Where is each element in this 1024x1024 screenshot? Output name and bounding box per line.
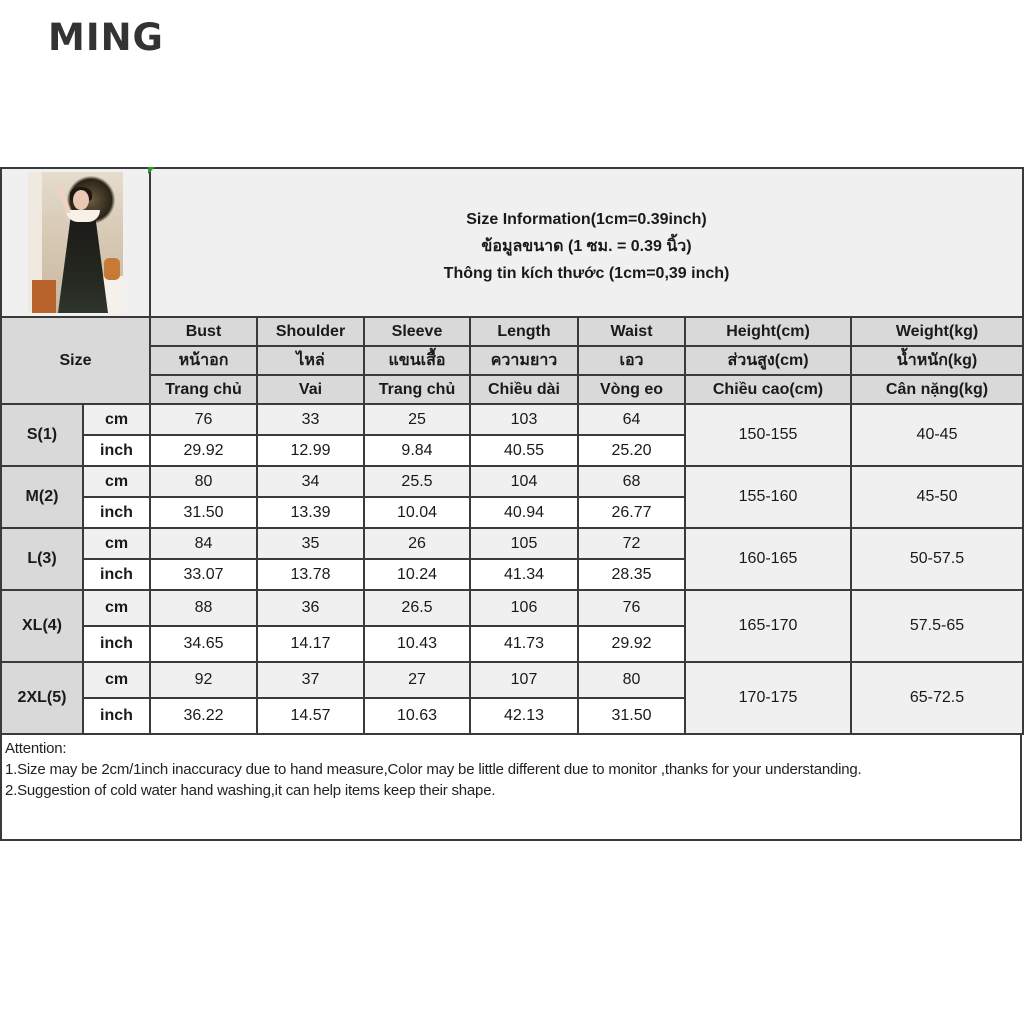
size-chart <box>0 167 1022 841</box>
table-row <box>1 590 1023 626</box>
waist-inch: 25.20 <box>578 435 685 466</box>
header-row-thai <box>1 346 1023 375</box>
waist-inch: 29.92 <box>578 626 685 662</box>
unit-inch: inch <box>83 497 150 528</box>
header-row-vietnamese <box>1 375 1023 404</box>
header-sleeve: Sleeve <box>364 317 470 346</box>
header-length-vi: Chiều dài <box>470 375 578 404</box>
table-row <box>1 662 1023 698</box>
shoulder-inch: 13.78 <box>257 559 364 590</box>
length-cm: 104 <box>470 466 578 497</box>
header-waist-vi: Vòng eo <box>578 375 685 404</box>
header-height-thai: ส่วนสูง(cm) <box>685 346 851 375</box>
header-weight-thai: น้ำหนัก(kg) <box>851 346 1023 375</box>
table-row <box>1 404 1023 435</box>
length-inch: 41.73 <box>470 626 578 662</box>
header-waist: Waist <box>578 317 685 346</box>
sleeve-inch: 9.84 <box>364 435 470 466</box>
note-line: 1.Size may be 2cm/1inch inaccuracy due to hand measure,Color may be little different due to monitor ,thanks for your understanding. <box>5 761 862 778</box>
waist-inch: 31.50 <box>578 698 685 734</box>
shoulder-cm: 33 <box>257 404 364 435</box>
shoulder-inch: 14.17 <box>257 626 364 662</box>
bust-cm: 76 <box>150 404 257 435</box>
table-row <box>1 466 1023 497</box>
bust-inch: 31.50 <box>150 497 257 528</box>
bust-inch: 29.92 <box>150 435 257 466</box>
sleeve-inch: 10.63 <box>364 698 470 734</box>
cell-marker-icon <box>148 167 155 174</box>
notes-heading: Attention: <box>5 740 67 757</box>
shoulder-inch: 13.39 <box>257 497 364 528</box>
sleeve-inch: 10.04 <box>364 497 470 528</box>
product-photo <box>28 172 123 313</box>
weight-range: 45-50 <box>851 466 1023 528</box>
length-inch: 40.55 <box>470 435 578 466</box>
bust-inch: 34.65 <box>150 626 257 662</box>
length-cm: 107 <box>470 662 578 698</box>
waist-inch: 26.77 <box>578 497 685 528</box>
height-range: 150-155 <box>685 404 851 466</box>
sleeve-cm: 26.5 <box>364 590 470 626</box>
weight-range: 50-57.5 <box>851 528 1023 590</box>
title-vietnamese: Thông tin kích thước (1cm=0,39 inch) <box>443 265 730 282</box>
header-sleeve-thai: แขนเสื้อ <box>364 346 470 375</box>
height-range: 165-170 <box>685 590 851 662</box>
waist-cm: 64 <box>578 404 685 435</box>
shoulder-cm: 36 <box>257 590 364 626</box>
bust-cm: 88 <box>150 590 257 626</box>
title-row <box>1 168 1023 317</box>
title-thai: ข้อมูลขนาด (1 ซม. = 0.39 นิ้ว) <box>481 238 692 255</box>
shoulder-inch: 14.57 <box>257 698 364 734</box>
unit-cm: cm <box>83 404 150 435</box>
height-range: 155-160 <box>685 466 851 528</box>
size-info-title <box>150 168 1023 317</box>
header-height-vi: Chiều cao(cm) <box>685 375 851 404</box>
header-weight-vi: Cân nặng(kg) <box>851 375 1023 404</box>
sleeve-inch: 10.24 <box>364 559 470 590</box>
waist-cm: 76 <box>578 590 685 626</box>
length-cm: 103 <box>470 404 578 435</box>
table-row <box>1 528 1023 559</box>
header-waist-thai: เอว <box>578 346 685 375</box>
bust-inch: 33.07 <box>150 559 257 590</box>
size-label: XL(4) <box>1 590 83 662</box>
header-shoulder-thai: ไหล่ <box>257 346 364 375</box>
length-inch: 40.94 <box>470 497 578 528</box>
header-bust-thai: หน้าอก <box>150 346 257 375</box>
size-label: L(3) <box>1 528 83 590</box>
header-row-english <box>1 317 1023 346</box>
header-bust-vi: Trang chủ <box>150 375 257 404</box>
shoulder-inch: 12.99 <box>257 435 364 466</box>
shoulder-cm: 35 <box>257 528 364 559</box>
size-table <box>0 167 1024 735</box>
bust-inch: 36.22 <box>150 698 257 734</box>
header-sleeve-vi: Trang chủ <box>364 375 470 404</box>
shoulder-cm: 34 <box>257 466 364 497</box>
product-photo-cell <box>1 168 150 317</box>
weight-range: 57.5-65 <box>851 590 1023 662</box>
waist-cm: 68 <box>578 466 685 497</box>
header-weight: Weight(kg) <box>851 317 1023 346</box>
length-inch: 42.13 <box>470 698 578 734</box>
weight-range: 65-72.5 <box>851 662 1023 734</box>
length-cm: 105 <box>470 528 578 559</box>
note-line: 2.Suggestion of cold water hand washing,it can help items keep their shape. <box>5 782 496 799</box>
size-label: 2XL(5) <box>1 662 83 734</box>
size-label: M(2) <box>1 466 83 528</box>
unit-cm: cm <box>83 662 150 698</box>
title-english: Size Information(1cm=0.39inch) <box>466 211 707 228</box>
waist-cm: 72 <box>578 528 685 559</box>
length-cm: 106 <box>470 590 578 626</box>
attention-notes <box>0 735 1022 841</box>
bust-cm: 84 <box>150 528 257 559</box>
header-shoulder-vi: Vai <box>257 375 364 404</box>
unit-inch: inch <box>83 559 150 590</box>
header-length: Length <box>470 317 578 346</box>
height-range: 160-165 <box>685 528 851 590</box>
unit-inch: inch <box>83 435 150 466</box>
header-bust: Bust <box>150 317 257 346</box>
waist-cm: 80 <box>578 662 685 698</box>
sleeve-cm: 27 <box>364 662 470 698</box>
shoulder-cm: 37 <box>257 662 364 698</box>
unit-inch: inch <box>83 626 150 662</box>
unit-inch: inch <box>83 698 150 734</box>
weight-range: 40-45 <box>851 404 1023 466</box>
header-length-thai: ความยาว <box>470 346 578 375</box>
unit-cm: cm <box>83 528 150 559</box>
height-range: 170-175 <box>685 662 851 734</box>
header-shoulder: Shoulder <box>257 317 364 346</box>
size-column-header: Size <box>1 317 150 404</box>
brand-logo: MING <box>48 16 164 59</box>
sleeve-cm: 25.5 <box>364 466 470 497</box>
sleeve-cm: 26 <box>364 528 470 559</box>
length-inch: 41.34 <box>470 559 578 590</box>
bust-cm: 80 <box>150 466 257 497</box>
sleeve-cm: 25 <box>364 404 470 435</box>
waist-inch: 28.35 <box>578 559 685 590</box>
bust-cm: 92 <box>150 662 257 698</box>
unit-cm: cm <box>83 590 150 626</box>
size-label: S(1) <box>1 404 83 466</box>
header-height: Height(cm) <box>685 317 851 346</box>
unit-cm: cm <box>83 466 150 497</box>
sleeve-inch: 10.43 <box>364 626 470 662</box>
